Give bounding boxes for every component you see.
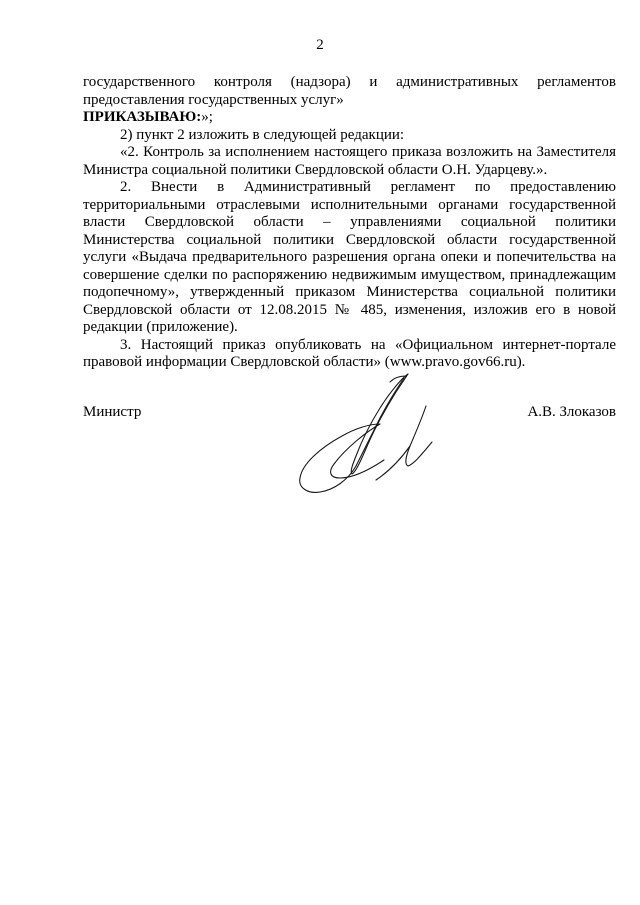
handwritten-signature [290, 368, 450, 508]
signatory-position: Министр [83, 404, 142, 420]
paragraph-regulations-tail: государственного контроля (надзора) и административных регламентов предоставления государственных услуг» [83, 74, 616, 108]
signatory-name: А.В. Злоказов [527, 404, 616, 420]
paragraph-order-heading [83, 109, 616, 127]
paragraph-publish: 3. Настоящий приказ опубликовать на «Официальном интернет-портале правовой информации Свердловской области» (www.pravo.gov66.ru). [83, 336, 616, 370]
page-number: 2 [316, 37, 324, 53]
order-keyword-tail: »; [201, 109, 213, 125]
paragraph-control-clause: «2. Контроль за исполнением настоящего приказа возложить на Заместителя Министра социальной политики Свердловской области О.Н. Ударцеву.». [83, 144, 616, 178]
document-body [83, 74, 616, 372]
signature-block [83, 404, 616, 421]
order-keyword: ПРИКАЗЫВАЮ: [83, 109, 202, 125]
paragraph-amend-regulation: 2. Внести в Административный регламент по предоставлению территориальными отраслевыми исполнительными органами государственной власти Свердловской области – управлениями социальной политики Министерства социальной политики Свердловской области государственной услуги «Выдача предварительного разрешения органа опеки и попечительства на совершение сделки по распоряжению недвижимым имуществом, принадлежащим подопечному», утвержденный приказом Министерства социальной политики Свердловской области от 12.08.2015 № 485, изменения, изложив его в новой редакции (приложение). [83, 179, 616, 335]
paragraph-point-2-intro: 2) пункт 2 изложить в следующей редакции: [120, 126, 405, 143]
